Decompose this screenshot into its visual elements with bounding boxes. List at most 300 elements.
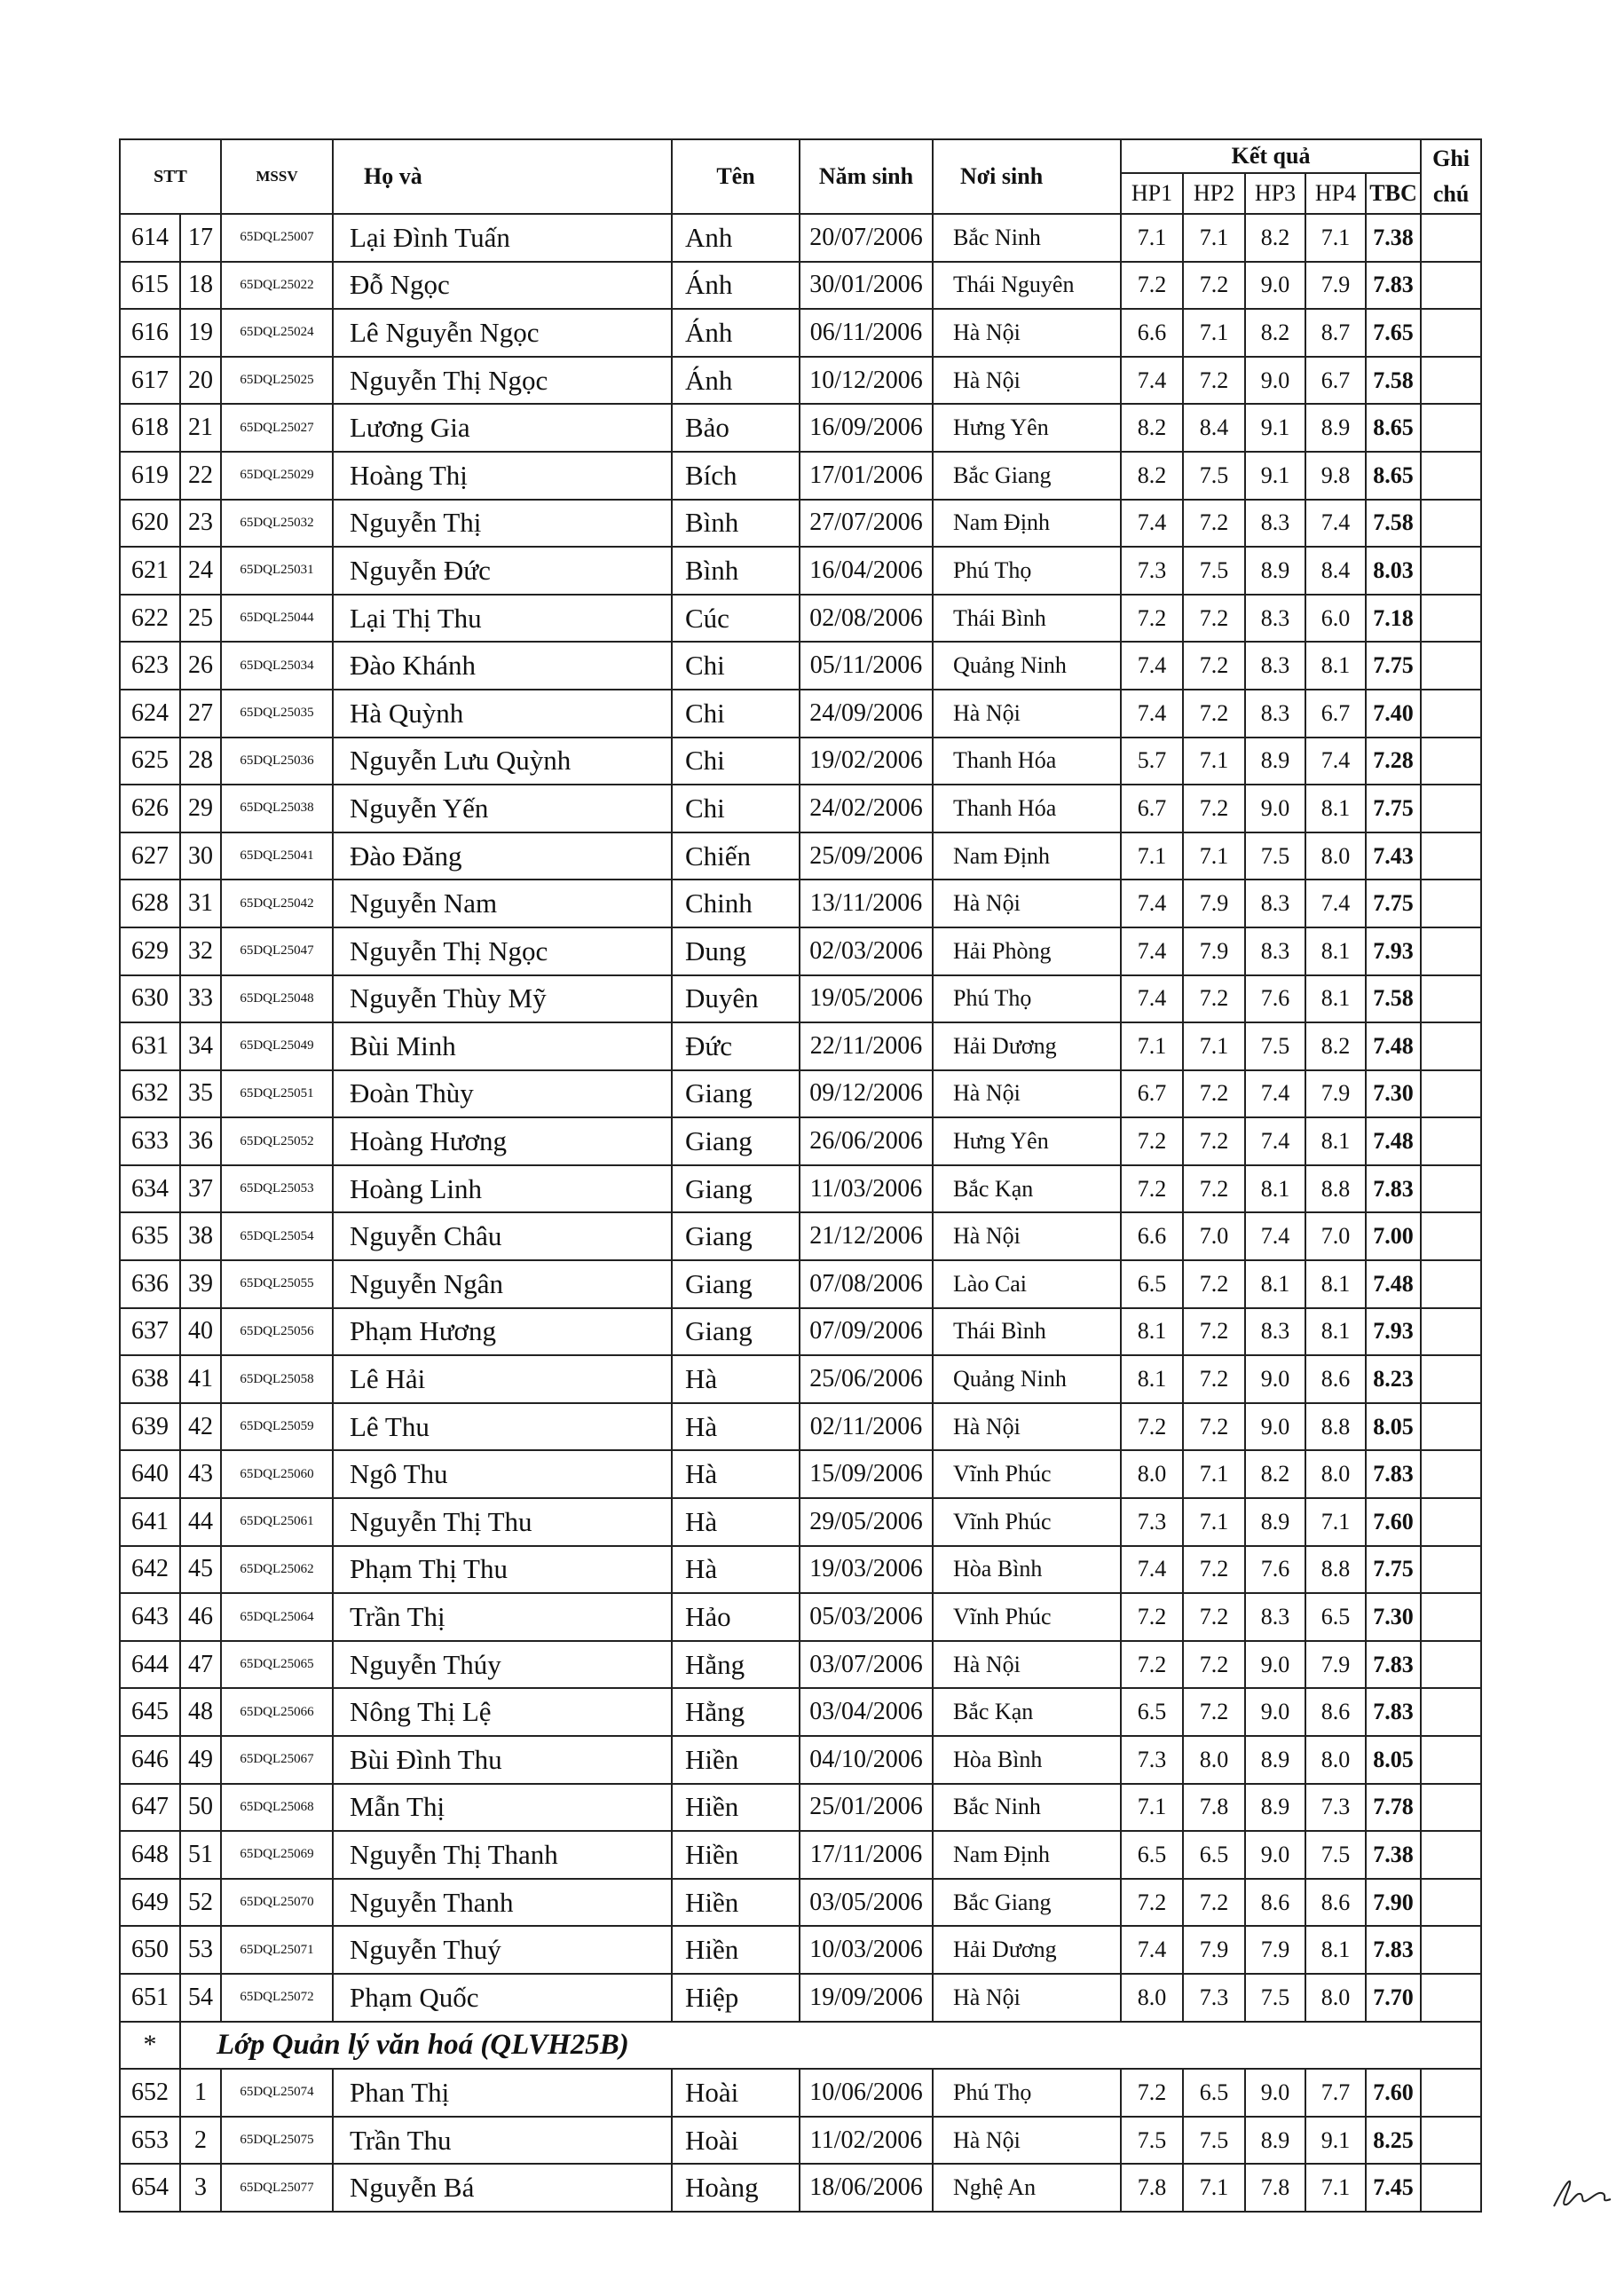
cell-hp1: 7.4 bbox=[1121, 880, 1183, 927]
cell-hp2: 7.1 bbox=[1183, 1022, 1245, 1070]
cell-nam-sinh: 03/04/2006 bbox=[800, 1688, 933, 1736]
cell-hp4: 8.0 bbox=[1305, 1450, 1366, 1498]
cell-ghi-chu bbox=[1421, 1022, 1481, 1070]
cell-ho-va: Phạm Thị Thu bbox=[333, 1546, 672, 1594]
cell-hp4: 8.1 bbox=[1305, 1117, 1366, 1165]
cell-mssv: 65DQL25069 bbox=[221, 1831, 333, 1879]
cell-hp3: 8.1 bbox=[1245, 1165, 1305, 1213]
cell-noi-sinh: Hà Nội bbox=[933, 1974, 1121, 2022]
cell-hp2: 7.1 bbox=[1183, 214, 1245, 262]
cell-hp4: 7.0 bbox=[1305, 1212, 1366, 1260]
cell-hp4: 7.4 bbox=[1305, 500, 1366, 548]
cell-ten: Hà bbox=[672, 1450, 800, 1498]
cell-hp1: 7.4 bbox=[1121, 357, 1183, 405]
cell-ho-va: Nguyễn Thị Ngọc bbox=[333, 927, 672, 975]
cell-mssv: 65DQL25042 bbox=[221, 880, 333, 927]
cell-hp1: 7.4 bbox=[1121, 927, 1183, 975]
cell-hp3: 9.0 bbox=[1245, 1403, 1305, 1451]
cell-hp4: 6.0 bbox=[1305, 595, 1366, 643]
cell-tbc: 8.23 bbox=[1366, 1355, 1421, 1403]
cell-hp3: 8.3 bbox=[1245, 1308, 1305, 1356]
header-ten: Tên bbox=[672, 139, 800, 214]
cell-class-no: 47 bbox=[180, 1641, 221, 1689]
cell-tbc: 7.75 bbox=[1366, 642, 1421, 690]
cell-ho-va: Bùi Minh bbox=[333, 1022, 672, 1070]
cell-ho-va: Lương Gia bbox=[333, 404, 672, 452]
cell-ho-va: Mẫn Thị bbox=[333, 1784, 672, 1832]
cell-noi-sinh: Hòa Bình bbox=[933, 1736, 1121, 1784]
cell-ghi-chu bbox=[1421, 785, 1481, 832]
cell-class-no: 3 bbox=[180, 2164, 221, 2212]
cell-hp1: 7.2 bbox=[1121, 2069, 1183, 2117]
cell-noi-sinh: Bắc Kạn bbox=[933, 1165, 1121, 1213]
cell-mssv: 65DQL25041 bbox=[221, 832, 333, 880]
header-row bbox=[120, 139, 1481, 173]
cell-hp1: 6.6 bbox=[1121, 309, 1183, 357]
cell-stt: 641 bbox=[120, 1498, 180, 1546]
cell-tbc: 7.18 bbox=[1366, 595, 1421, 643]
cell-ghi-chu bbox=[1421, 690, 1481, 738]
cell-stt: 651 bbox=[120, 1974, 180, 2022]
header-hp4: HP4 bbox=[1305, 173, 1366, 214]
cell-hp2: 7.2 bbox=[1183, 975, 1245, 1023]
cell-ghi-chu bbox=[1421, 1117, 1481, 1165]
cell-mssv: 65DQL25032 bbox=[221, 500, 333, 548]
cell-ten: Giang bbox=[672, 1117, 800, 1165]
cell-hp1: 8.2 bbox=[1121, 452, 1183, 500]
cell-nam-sinh: 19/02/2006 bbox=[800, 738, 933, 785]
cell-hp3: 8.9 bbox=[1245, 738, 1305, 785]
cell-hp2: 7.2 bbox=[1183, 1070, 1245, 1118]
cell-class-no: 23 bbox=[180, 500, 221, 548]
cell-ho-va: Ngô Thu bbox=[333, 1450, 672, 1498]
cell-ghi-chu bbox=[1421, 1165, 1481, 1213]
cell-hp1: 6.7 bbox=[1121, 1070, 1183, 1118]
cell-hp4: 8.6 bbox=[1305, 1688, 1366, 1736]
cell-ghi-chu bbox=[1421, 309, 1481, 357]
cell-noi-sinh: Hà Nội bbox=[933, 357, 1121, 405]
cell-hp3: 8.9 bbox=[1245, 2117, 1305, 2165]
cell-hp4: 8.6 bbox=[1305, 1355, 1366, 1403]
cell-hp1: 8.1 bbox=[1121, 1308, 1183, 1356]
cell-nam-sinh: 07/08/2006 bbox=[800, 1260, 933, 1308]
cell-nam-sinh: 10/06/2006 bbox=[800, 2069, 933, 2117]
cell-hp2: 7.2 bbox=[1183, 1546, 1245, 1594]
cell-stt: 645 bbox=[120, 1688, 180, 1736]
cell-hp4: 7.1 bbox=[1305, 214, 1366, 262]
table-row bbox=[120, 1403, 1481, 1451]
cell-ho-va: Nguyễn Ngân bbox=[333, 1260, 672, 1308]
cell-noi-sinh: Hòa Bình bbox=[933, 1546, 1121, 1594]
cell-tbc: 7.60 bbox=[1366, 2069, 1421, 2117]
cell-tbc: 7.75 bbox=[1366, 1546, 1421, 1594]
cell-mssv: 65DQL25053 bbox=[221, 1165, 333, 1213]
cell-mssv: 65DQL25044 bbox=[221, 595, 333, 643]
cell-ten: Dung bbox=[672, 927, 800, 975]
cell-stt: 636 bbox=[120, 1260, 180, 1308]
cell-nam-sinh: 16/04/2006 bbox=[800, 547, 933, 595]
cell-ghi-chu bbox=[1421, 1260, 1481, 1308]
cell-hp3: 7.4 bbox=[1245, 1070, 1305, 1118]
cell-tbc: 8.65 bbox=[1366, 404, 1421, 452]
cell-ten: Chinh bbox=[672, 880, 800, 927]
cell-nam-sinh: 19/09/2006 bbox=[800, 1974, 933, 2022]
cell-class-no: 36 bbox=[180, 1117, 221, 1165]
cell-mssv: 65DQL25075 bbox=[221, 2117, 333, 2165]
cell-hp2: 7.2 bbox=[1183, 1403, 1245, 1451]
cell-ho-va: Đào Khánh bbox=[333, 642, 672, 690]
cell-mssv: 65DQL25055 bbox=[221, 1260, 333, 1308]
cell-mssv: 65DQL25034 bbox=[221, 642, 333, 690]
table-row bbox=[120, 1308, 1481, 1356]
cell-hp3: 9.0 bbox=[1245, 1355, 1305, 1403]
cell-ho-va: Nguyễn Thùy Mỹ bbox=[333, 975, 672, 1023]
cell-ho-va: Hoàng Linh bbox=[333, 1165, 672, 1213]
cell-noi-sinh: Nam Định bbox=[933, 1831, 1121, 1879]
cell-ten: Bình bbox=[672, 500, 800, 548]
cell-class-no: 1 bbox=[180, 2069, 221, 2117]
cell-ghi-chu bbox=[1421, 1403, 1481, 1451]
cell-hp4: 8.1 bbox=[1305, 927, 1366, 975]
table-row bbox=[120, 2164, 1481, 2212]
cell-noi-sinh: Bắc Giang bbox=[933, 452, 1121, 500]
cell-stt: 654 bbox=[120, 2164, 180, 2212]
cell-class-no: 34 bbox=[180, 1022, 221, 1070]
cell-tbc: 7.40 bbox=[1366, 690, 1421, 738]
cell-stt: 650 bbox=[120, 1926, 180, 1974]
cell-stt: 640 bbox=[120, 1450, 180, 1498]
cell-hp1: 7.2 bbox=[1121, 1403, 1183, 1451]
cell-class-no: 26 bbox=[180, 642, 221, 690]
cell-ho-va: Nguyễn Thị Thu bbox=[333, 1498, 672, 1546]
cell-noi-sinh: Hà Nội bbox=[933, 880, 1121, 927]
cell-hp4: 8.1 bbox=[1305, 1926, 1366, 1974]
cell-ho-va: Nguyễn Châu bbox=[333, 1212, 672, 1260]
cell-tbc: 7.48 bbox=[1366, 1260, 1421, 1308]
cell-noi-sinh: Hà Nội bbox=[933, 309, 1121, 357]
cell-class-no: 51 bbox=[180, 1831, 221, 1879]
table-row bbox=[120, 1022, 1481, 1070]
cell-stt: 616 bbox=[120, 309, 180, 357]
cell-noi-sinh: Hưng Yên bbox=[933, 1117, 1121, 1165]
cell-ten: Hoài bbox=[672, 2069, 800, 2117]
cell-mssv: 65DQL25071 bbox=[221, 1926, 333, 1974]
cell-noi-sinh: Bắc Ninh bbox=[933, 214, 1121, 262]
cell-noi-sinh: Bắc Ninh bbox=[933, 1784, 1121, 1832]
header-hp3: HP3 bbox=[1245, 173, 1305, 214]
cell-hp3: 7.4 bbox=[1245, 1117, 1305, 1165]
cell-hp2: 7.1 bbox=[1183, 309, 1245, 357]
cell-tbc: 7.45 bbox=[1366, 2164, 1421, 2212]
cell-mssv: 65DQL25067 bbox=[221, 1736, 333, 1784]
cell-ho-va: Hoàng Hương bbox=[333, 1117, 672, 1165]
cell-hp4: 8.8 bbox=[1305, 1165, 1366, 1213]
cell-nam-sinh: 16/09/2006 bbox=[800, 404, 933, 452]
cell-ten: Ánh bbox=[672, 309, 800, 357]
cell-hp1: 6.5 bbox=[1121, 1831, 1183, 1879]
cell-hp4: 8.0 bbox=[1305, 832, 1366, 880]
cell-class-no: 48 bbox=[180, 1688, 221, 1736]
cell-ghi-chu bbox=[1421, 832, 1481, 880]
cell-tbc: 7.78 bbox=[1366, 1784, 1421, 1832]
cell-hp1: 6.6 bbox=[1121, 1212, 1183, 1260]
cell-ten: Bảo bbox=[672, 404, 800, 452]
cell-hp1: 7.4 bbox=[1121, 500, 1183, 548]
cell-stt: 637 bbox=[120, 1308, 180, 1356]
cell-tbc: 7.93 bbox=[1366, 1308, 1421, 1356]
cell-class-no: 49 bbox=[180, 1736, 221, 1784]
cell-nam-sinh: 03/05/2006 bbox=[800, 1879, 933, 1927]
cell-noi-sinh: Bắc Kạn bbox=[933, 1688, 1121, 1736]
cell-hp3: 8.2 bbox=[1245, 1450, 1305, 1498]
cell-hp3: 8.9 bbox=[1245, 1784, 1305, 1832]
cell-hp2: 7.5 bbox=[1183, 2117, 1245, 2165]
cell-ghi-chu bbox=[1421, 1926, 1481, 1974]
table-row bbox=[120, 880, 1481, 927]
cell-noi-sinh: Nghệ An bbox=[933, 2164, 1121, 2212]
header-ket-qua: Kết quả bbox=[1121, 139, 1421, 173]
cell-ten: Hoàng bbox=[672, 2164, 800, 2212]
section-star: * bbox=[120, 2022, 180, 2070]
cell-tbc: 7.83 bbox=[1366, 1641, 1421, 1689]
table-row bbox=[120, 1831, 1481, 1879]
cell-class-no: 41 bbox=[180, 1355, 221, 1403]
cell-ten: Giang bbox=[672, 1308, 800, 1356]
table-row bbox=[120, 309, 1481, 357]
cell-mssv: 65DQL25024 bbox=[221, 309, 333, 357]
table-row bbox=[120, 1070, 1481, 1118]
cell-class-no: 27 bbox=[180, 690, 221, 738]
cell-ten: Bình bbox=[672, 547, 800, 595]
header-tbc: TBC bbox=[1366, 173, 1421, 214]
header-hp2: HP2 bbox=[1183, 173, 1245, 214]
cell-hp3: 8.3 bbox=[1245, 500, 1305, 548]
cell-mssv: 65DQL25047 bbox=[221, 927, 333, 975]
table-body-b bbox=[120, 2069, 1481, 2212]
cell-class-no: 39 bbox=[180, 1260, 221, 1308]
cell-hp4: 6.7 bbox=[1305, 357, 1366, 405]
cell-mssv: 65DQL25056 bbox=[221, 1308, 333, 1356]
cell-noi-sinh: Thái Bình bbox=[933, 595, 1121, 643]
cell-stt: 634 bbox=[120, 1165, 180, 1213]
cell-mssv: 65DQL25064 bbox=[221, 1593, 333, 1641]
cell-nam-sinh: 22/11/2006 bbox=[800, 1022, 933, 1070]
cell-hp3: 8.9 bbox=[1245, 547, 1305, 595]
cell-hp3: 7.6 bbox=[1245, 1546, 1305, 1594]
cell-hp4: 8.6 bbox=[1305, 1879, 1366, 1927]
table-row bbox=[120, 404, 1481, 452]
cell-hp3: 8.3 bbox=[1245, 595, 1305, 643]
cell-hp2: 7.2 bbox=[1183, 690, 1245, 738]
table-row bbox=[120, 1974, 1481, 2022]
cell-tbc: 7.43 bbox=[1366, 832, 1421, 880]
table-row bbox=[120, 1450, 1481, 1498]
cell-hp3: 9.0 bbox=[1245, 1831, 1305, 1879]
cell-stt: 653 bbox=[120, 2117, 180, 2165]
cell-hp3: 9.1 bbox=[1245, 452, 1305, 500]
cell-hp4: 7.1 bbox=[1305, 2164, 1366, 2212]
cell-class-no: 33 bbox=[180, 975, 221, 1023]
cell-ghi-chu bbox=[1421, 1498, 1481, 1546]
cell-ten: Hiệp bbox=[672, 1974, 800, 2022]
cell-hp1: 7.1 bbox=[1121, 1022, 1183, 1070]
cell-hp1: 7.2 bbox=[1121, 1879, 1183, 1927]
cell-tbc: 7.83 bbox=[1366, 262, 1421, 310]
cell-noi-sinh: Thái Nguyên bbox=[933, 262, 1121, 310]
cell-class-no: 2 bbox=[180, 2117, 221, 2165]
cell-mssv: 65DQL25061 bbox=[221, 1498, 333, 1546]
cell-class-no: 38 bbox=[180, 1212, 221, 1260]
cell-ghi-chu bbox=[1421, 1688, 1481, 1736]
cell-ho-va: Hoàng Thị bbox=[333, 452, 672, 500]
cell-hp2: 7.1 bbox=[1183, 1450, 1245, 1498]
cell-class-no: 28 bbox=[180, 738, 221, 785]
cell-ten: Anh bbox=[672, 214, 800, 262]
table-row bbox=[120, 785, 1481, 832]
cell-class-no: 46 bbox=[180, 1593, 221, 1641]
cell-hp1: 6.5 bbox=[1121, 1260, 1183, 1308]
results-table bbox=[119, 138, 1482, 2213]
cell-ten: Ánh bbox=[672, 262, 800, 310]
table-row bbox=[120, 1212, 1481, 1260]
cell-hp2: 7.1 bbox=[1183, 1498, 1245, 1546]
cell-nam-sinh: 05/11/2006 bbox=[800, 642, 933, 690]
cell-ho-va: Lại Thị Thu bbox=[333, 595, 672, 643]
cell-class-no: 44 bbox=[180, 1498, 221, 1546]
cell-tbc: 7.30 bbox=[1366, 1070, 1421, 1118]
cell-hp2: 7.5 bbox=[1183, 452, 1245, 500]
cell-noi-sinh: Vĩnh Phúc bbox=[933, 1593, 1121, 1641]
cell-ghi-chu bbox=[1421, 1355, 1481, 1403]
cell-ten: Hà bbox=[672, 1355, 800, 1403]
cell-stt: 649 bbox=[120, 1879, 180, 1927]
cell-ho-va: Nguyễn Thúy bbox=[333, 1641, 672, 1689]
cell-tbc: 8.05 bbox=[1366, 1403, 1421, 1451]
cell-hp4: 8.7 bbox=[1305, 309, 1366, 357]
cell-noi-sinh: Hải Phòng bbox=[933, 927, 1121, 975]
cell-hp3: 8.3 bbox=[1245, 880, 1305, 927]
cell-ten: Chi bbox=[672, 785, 800, 832]
cell-nam-sinh: 05/03/2006 bbox=[800, 1593, 933, 1641]
header-hp1: HP1 bbox=[1121, 173, 1183, 214]
cell-class-no: 37 bbox=[180, 1165, 221, 1213]
cell-ghi-chu bbox=[1421, 2069, 1481, 2117]
cell-hp2: 7.5 bbox=[1183, 547, 1245, 595]
cell-nam-sinh: 24/02/2006 bbox=[800, 785, 933, 832]
cell-stt: 622 bbox=[120, 595, 180, 643]
cell-nam-sinh: 26/06/2006 bbox=[800, 1117, 933, 1165]
cell-hp3: 8.2 bbox=[1245, 214, 1305, 262]
cell-class-no: 25 bbox=[180, 595, 221, 643]
cell-nam-sinh: 30/01/2006 bbox=[800, 262, 933, 310]
cell-noi-sinh: Quảng Ninh bbox=[933, 642, 1121, 690]
cell-hp3: 7.8 bbox=[1245, 2164, 1305, 2212]
cell-ghi-chu bbox=[1421, 1308, 1481, 1356]
cell-hp3: 7.6 bbox=[1245, 975, 1305, 1023]
cell-mssv: 65DQL25049 bbox=[221, 1022, 333, 1070]
cell-hp1: 8.0 bbox=[1121, 1450, 1183, 1498]
cell-class-no: 35 bbox=[180, 1070, 221, 1118]
cell-hp1: 7.4 bbox=[1121, 642, 1183, 690]
cell-hp3: 9.0 bbox=[1245, 2069, 1305, 2117]
cell-hp4: 8.1 bbox=[1305, 642, 1366, 690]
cell-stt: 624 bbox=[120, 690, 180, 738]
cell-class-no: 50 bbox=[180, 1784, 221, 1832]
cell-tbc: 7.83 bbox=[1366, 1926, 1421, 1974]
cell-tbc: 7.83 bbox=[1366, 1450, 1421, 1498]
table-row bbox=[120, 1688, 1481, 1736]
header-mssv: MSSV bbox=[221, 139, 333, 214]
cell-stt: 631 bbox=[120, 1022, 180, 1070]
cell-ghi-chu bbox=[1421, 642, 1481, 690]
cell-hp4: 9.8 bbox=[1305, 452, 1366, 500]
cell-hp3: 7.5 bbox=[1245, 832, 1305, 880]
cell-ho-va: Nguyễn Thị bbox=[333, 500, 672, 548]
cell-hp4: 8.9 bbox=[1305, 404, 1366, 452]
cell-noi-sinh: Hà Nội bbox=[933, 1641, 1121, 1689]
cell-hp4: 8.1 bbox=[1305, 1260, 1366, 1308]
cell-hp4: 7.1 bbox=[1305, 1498, 1366, 1546]
cell-noi-sinh: Hải Dương bbox=[933, 1926, 1121, 1974]
cell-ho-va: Trần Thu bbox=[333, 2117, 672, 2165]
cell-ten: Hiền bbox=[672, 1879, 800, 1927]
cell-class-no: 19 bbox=[180, 309, 221, 357]
cell-noi-sinh: Hà Nội bbox=[933, 1070, 1121, 1118]
cell-hp2: 7.2 bbox=[1183, 595, 1245, 643]
cell-stt: 638 bbox=[120, 1355, 180, 1403]
cell-hp2: 7.9 bbox=[1183, 1926, 1245, 1974]
cell-nam-sinh: 20/07/2006 bbox=[800, 214, 933, 262]
cell-tbc: 7.38 bbox=[1366, 214, 1421, 262]
cell-ten: Hảo bbox=[672, 1593, 800, 1641]
cell-hp1: 7.8 bbox=[1121, 2164, 1183, 2212]
cell-noi-sinh: Phú Thọ bbox=[933, 975, 1121, 1023]
cell-noi-sinh: Hà Nội bbox=[933, 1212, 1121, 1260]
cell-class-no: 29 bbox=[180, 785, 221, 832]
cell-hp2: 7.9 bbox=[1183, 927, 1245, 975]
cell-hp4: 7.4 bbox=[1305, 880, 1366, 927]
table-row bbox=[120, 2069, 1481, 2117]
cell-hp4: 7.9 bbox=[1305, 262, 1366, 310]
header-nam-sinh: Năm sinh bbox=[800, 139, 933, 214]
cell-mssv: 65DQL25059 bbox=[221, 1403, 333, 1451]
signature-mark bbox=[1549, 2173, 1614, 2213]
cell-ten: Hà bbox=[672, 1546, 800, 1594]
cell-ghi-chu bbox=[1421, 1879, 1481, 1927]
header-stt: STT bbox=[120, 139, 221, 214]
cell-ho-va: Nguyễn Thị Thanh bbox=[333, 1831, 672, 1879]
cell-ho-va: Bùi Đình Thu bbox=[333, 1736, 672, 1784]
cell-noi-sinh: Hà Nội bbox=[933, 690, 1121, 738]
header-noi-sinh: Nơi sinh bbox=[933, 139, 1121, 214]
cell-stt: 639 bbox=[120, 1403, 180, 1451]
cell-class-no: 22 bbox=[180, 452, 221, 500]
cell-class-no: 52 bbox=[180, 1879, 221, 1927]
cell-ten: Hoài bbox=[672, 2117, 800, 2165]
table-row bbox=[120, 2117, 1481, 2165]
cell-nam-sinh: 15/09/2006 bbox=[800, 1450, 933, 1498]
cell-ten: Giang bbox=[672, 1260, 800, 1308]
cell-ghi-chu bbox=[1421, 975, 1481, 1023]
cell-ten: Bích bbox=[672, 452, 800, 500]
cell-ten: Hằng bbox=[672, 1641, 800, 1689]
section-header bbox=[120, 2022, 1481, 2070]
cell-hp3: 8.6 bbox=[1245, 1879, 1305, 1927]
cell-hp4: 8.8 bbox=[1305, 1546, 1366, 1594]
cell-hp4: 8.4 bbox=[1305, 547, 1366, 595]
cell-hp1: 7.4 bbox=[1121, 1546, 1183, 1594]
cell-mssv: 65DQL25065 bbox=[221, 1641, 333, 1689]
